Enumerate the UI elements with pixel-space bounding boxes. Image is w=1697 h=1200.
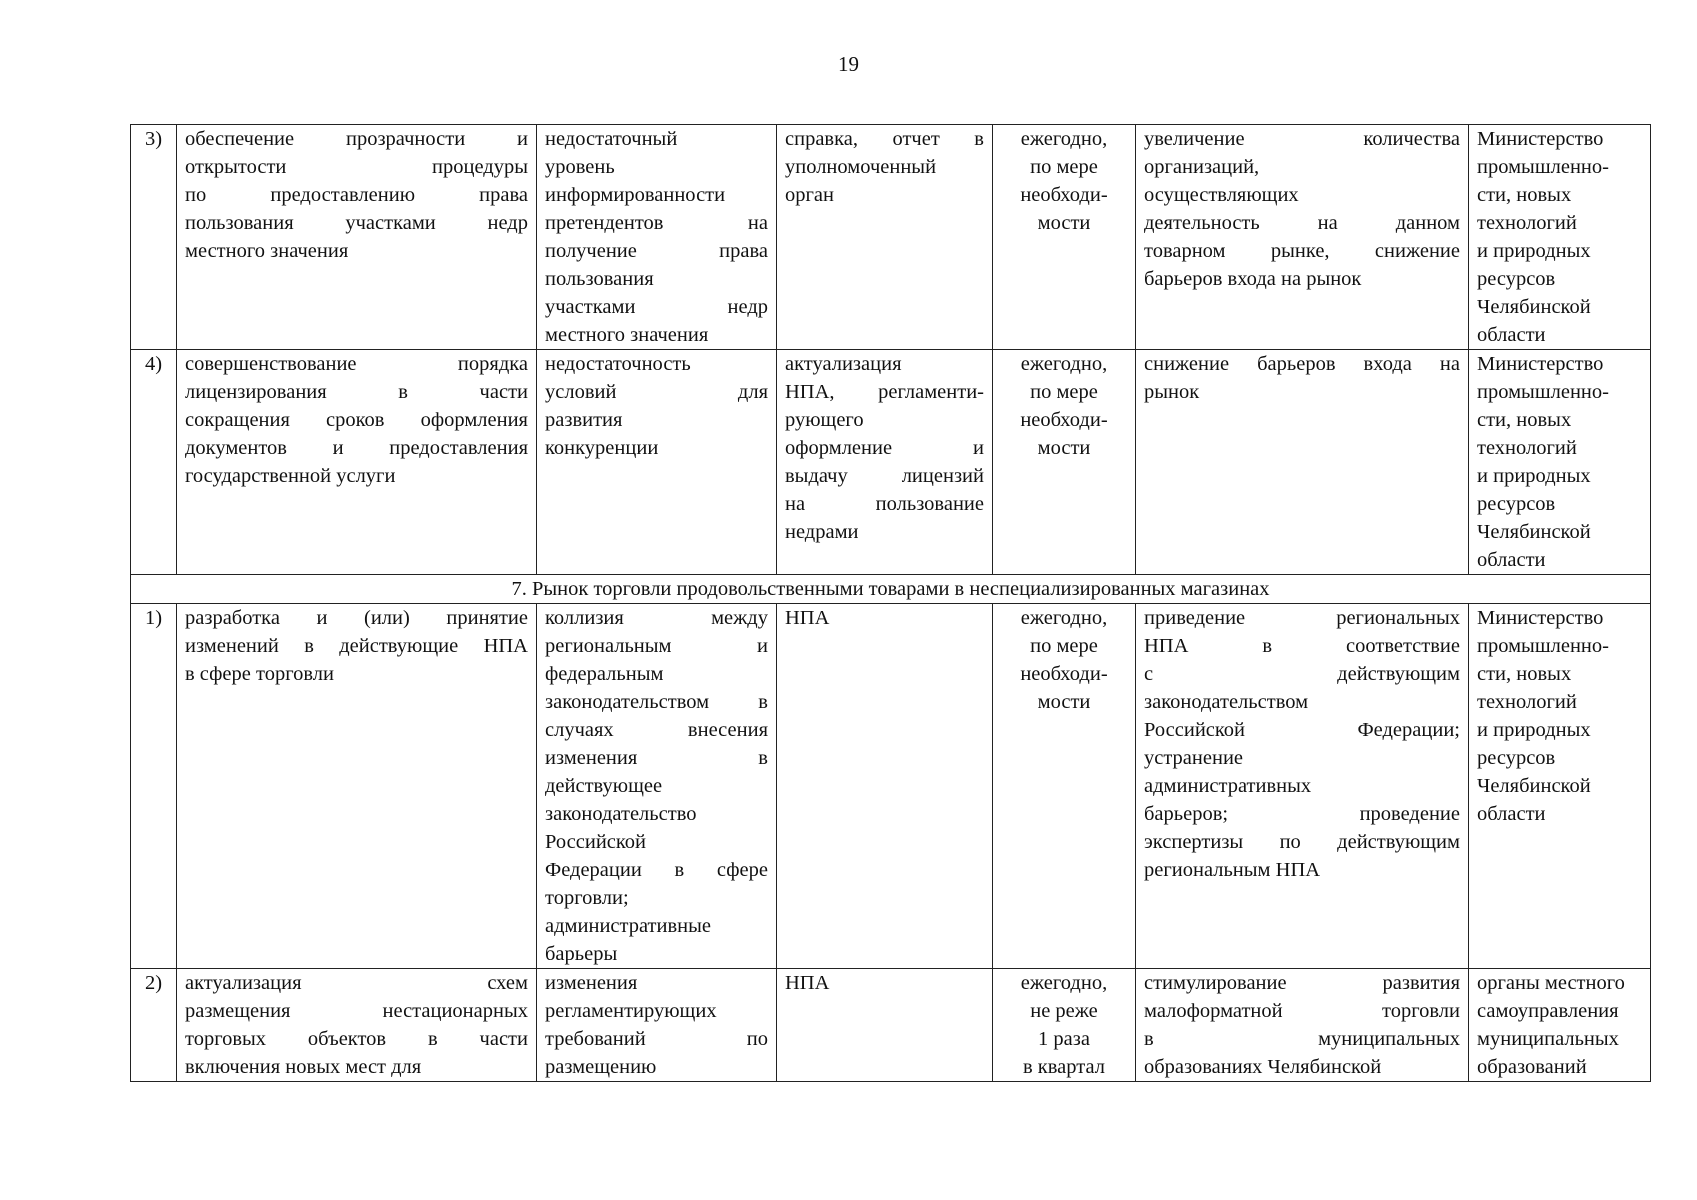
cell-line: конкуренции [545, 437, 659, 459]
cell-line: включения новых мест для [185, 1056, 422, 1078]
cell-line: изменений в действующие НПА [185, 635, 528, 657]
cell-line: 1 раза [1038, 1028, 1090, 1050]
cell-line: разработка и (или) принятие [185, 607, 528, 629]
cell-line: Российской Федерации; [1144, 719, 1460, 741]
cell-line: области [1477, 803, 1546, 825]
cell-line: деятельность на данном [1144, 212, 1460, 234]
cell-line: промышленно- [1477, 635, 1609, 657]
cell-line: в сфере торговли [185, 663, 334, 685]
measures-table [130, 124, 1651, 1082]
cell-line: области [1477, 324, 1546, 346]
cell-line: изменения в [545, 747, 768, 769]
cell-line: мости [1037, 437, 1091, 459]
effect-cell [1136, 350, 1469, 575]
cell-line: актуализация схем [185, 972, 528, 994]
measure-cell [177, 604, 537, 969]
cell-line: по предоставлению права [185, 184, 528, 206]
cell-line: недрами [785, 521, 859, 543]
result-doc-cell [777, 604, 993, 969]
cell-line: барьеров входа на рынок [1144, 268, 1362, 290]
cell-line: Российской [545, 831, 647, 853]
cell-line: осуществляющих [1144, 184, 1299, 206]
cell-line: размещения нестационарных [185, 1000, 528, 1022]
cell-line: справка, отчет в [785, 128, 984, 150]
cell-line: по мере [1030, 156, 1098, 178]
cell-line: Челябинской [1477, 296, 1591, 318]
cell-line: в квартал [1023, 1056, 1105, 1078]
cell-line: информированности [545, 184, 726, 206]
row-number: 4) [131, 350, 177, 575]
cell-line: законодательством [1144, 691, 1309, 713]
section-title: 7. Рынок торговли продовольственными товарами в неспециализированных магазинах [131, 575, 1651, 604]
cell-line: орган [785, 184, 834, 206]
cell-line: административных [1144, 775, 1312, 797]
cell-line: товарном рынке, снижение [1144, 240, 1460, 262]
cell-line: в муниципальных [1144, 1028, 1460, 1050]
responsible-cell [1469, 125, 1651, 350]
cell-line: государственной услуги [185, 465, 396, 487]
cell-line: пользования [545, 268, 654, 290]
cell-line: открытости процедуры [185, 156, 528, 178]
period-cell [993, 604, 1136, 969]
cell-line: организаций, [1144, 156, 1260, 178]
effect-cell [1136, 125, 1469, 350]
cell-line: пользования участками недр [185, 212, 528, 234]
page-number: 19 [838, 52, 859, 76]
cell-line: на пользование [785, 493, 984, 515]
cell-line: и природных [1477, 240, 1591, 262]
cell-line: местного значения [185, 240, 349, 262]
cell-line: необходи- [1020, 663, 1108, 685]
cell-line: оформление и [785, 437, 984, 459]
cell-line: местного значения [545, 324, 709, 346]
cell-line: Федерации в сфере [545, 859, 768, 881]
cell-line: Челябинской [1477, 775, 1591, 797]
effect-cell [1136, 604, 1469, 969]
cell-line: сокращения сроков оформления [185, 409, 528, 431]
table-row [131, 350, 1651, 575]
cell-line: приведение региональных [1144, 607, 1460, 629]
cell-line: обеспечение прозрачности и [185, 128, 528, 150]
period-cell [993, 350, 1136, 575]
problem-cell [537, 604, 777, 969]
measure-cell [177, 125, 537, 350]
effect-cell [1136, 969, 1469, 1082]
problem-cell [537, 969, 777, 1082]
cell-line: законодательством в [545, 691, 768, 713]
cell-line: и природных [1477, 719, 1591, 741]
cell-line: технологий [1477, 212, 1577, 234]
problem-cell [537, 350, 777, 575]
cell-line: сти, новых [1477, 663, 1572, 685]
cell-line: торговли; [545, 887, 629, 909]
cell-line: стимулирование развития [1144, 972, 1460, 994]
cell-line: федеральным [545, 663, 664, 685]
cell-line: Министерство [1477, 353, 1604, 375]
period-cell [993, 125, 1136, 350]
cell-line: НПА [785, 607, 830, 629]
cell-line: торговых объектов в части [185, 1028, 528, 1050]
cell-line: образований [1477, 1056, 1587, 1078]
cell-line: образованиях Челябинской [1144, 1056, 1382, 1078]
cell-line: требований по [545, 1028, 768, 1050]
cell-line: НПА в соответствие [1144, 635, 1460, 657]
cell-line: барьеры [545, 943, 618, 965]
cell-line: уполномоченный [785, 156, 937, 178]
cell-line: размещению [545, 1056, 657, 1078]
cell-line: технологий [1477, 437, 1577, 459]
cell-line: действующее [545, 775, 663, 797]
problem-cell [537, 125, 777, 350]
cell-line: региональным и [545, 635, 768, 657]
cell-line: малоформатной торговли [1144, 1000, 1460, 1022]
cell-line: коллизия между [545, 607, 768, 629]
cell-line: устранение [1144, 747, 1244, 769]
cell-line: законодательство [545, 803, 697, 825]
cell-line: мости [1037, 691, 1091, 713]
cell-line: недостаточный [545, 128, 678, 150]
cell-line: ежегодно, [1020, 353, 1108, 375]
cell-line: и природных [1477, 465, 1591, 487]
cell-line: развития [545, 409, 623, 431]
cell-line: Министерство [1477, 607, 1604, 629]
cell-line: уровень [545, 156, 615, 178]
cell-line: области [1477, 549, 1546, 571]
responsible-cell [1469, 350, 1651, 575]
result-doc-cell [777, 125, 993, 350]
result-doc-cell [777, 350, 993, 575]
cell-line: ресурсов [1477, 493, 1556, 515]
table-row [131, 125, 1651, 350]
cell-line: участками недр [545, 296, 768, 318]
cell-line: ресурсов [1477, 268, 1556, 290]
cell-line: претендентов на [545, 212, 768, 234]
responsible-cell [1469, 604, 1651, 969]
section-row [131, 575, 1651, 604]
responsible-cell [1469, 969, 1651, 1082]
cell-line: промышленно- [1477, 156, 1609, 178]
cell-line: региональным НПА [1144, 859, 1321, 881]
cell-line: условий для [545, 381, 768, 403]
cell-line: административные [545, 915, 711, 937]
cell-line: выдачу лицензий [785, 465, 984, 487]
period-cell [993, 969, 1136, 1082]
cell-line: недостаточность [545, 353, 691, 375]
cell-line: барьеров; проведение [1144, 803, 1460, 825]
row-number: 3) [131, 125, 177, 350]
cell-line: не реже [1030, 1000, 1098, 1022]
measure-cell [177, 350, 537, 575]
cell-line: технологий [1477, 691, 1577, 713]
cell-line: необходи- [1020, 184, 1108, 206]
cell-line: НПА [785, 972, 830, 994]
cell-line: Челябинской [1477, 521, 1591, 543]
cell-line: ежегодно, [1020, 972, 1108, 994]
cell-line: мости [1037, 212, 1091, 234]
cell-line: по мере [1030, 381, 1098, 403]
cell-line: сти, новых [1477, 184, 1572, 206]
cell-line: лицензирования в части [185, 381, 528, 403]
cell-line: ежегодно, [1020, 128, 1108, 150]
cell-line: документов и предоставления [185, 437, 528, 459]
table-row [131, 969, 1651, 1082]
cell-line: НПА, регламенти- [785, 381, 984, 403]
cell-line: органы местного [1477, 972, 1625, 994]
cell-line: ресурсов [1477, 747, 1556, 769]
cell-line: сти, новых [1477, 409, 1572, 431]
cell-line: экспертизы по действующим [1144, 831, 1460, 853]
cell-line: получение права [545, 240, 768, 262]
cell-line: совершенствование порядка [185, 353, 528, 375]
cell-line: рынок [1144, 381, 1200, 403]
cell-line: изменения [545, 972, 638, 994]
cell-line: с действующим [1144, 663, 1460, 685]
cell-line: регламентирующих [545, 1000, 717, 1022]
cell-line: промышленно- [1477, 381, 1609, 403]
cell-line: по мере [1030, 635, 1098, 657]
result-doc-cell [777, 969, 993, 1082]
cell-line: снижение барьеров входа на [1144, 353, 1460, 375]
cell-line: случаях внесения [545, 719, 768, 741]
cell-line: ежегодно, [1020, 607, 1108, 629]
row-number: 1) [131, 604, 177, 969]
cell-line: актуализация [785, 353, 902, 375]
row-number: 2) [131, 969, 177, 1082]
cell-line: необходи- [1020, 409, 1108, 431]
table-row [131, 604, 1651, 969]
cell-line: Министерство [1477, 128, 1604, 150]
measure-cell [177, 969, 537, 1082]
cell-line: самоуправления [1477, 1000, 1619, 1022]
cell-line: рующего [785, 409, 864, 431]
cell-line: муниципальных [1477, 1028, 1619, 1050]
cell-line: увеличение количества [1144, 128, 1460, 150]
